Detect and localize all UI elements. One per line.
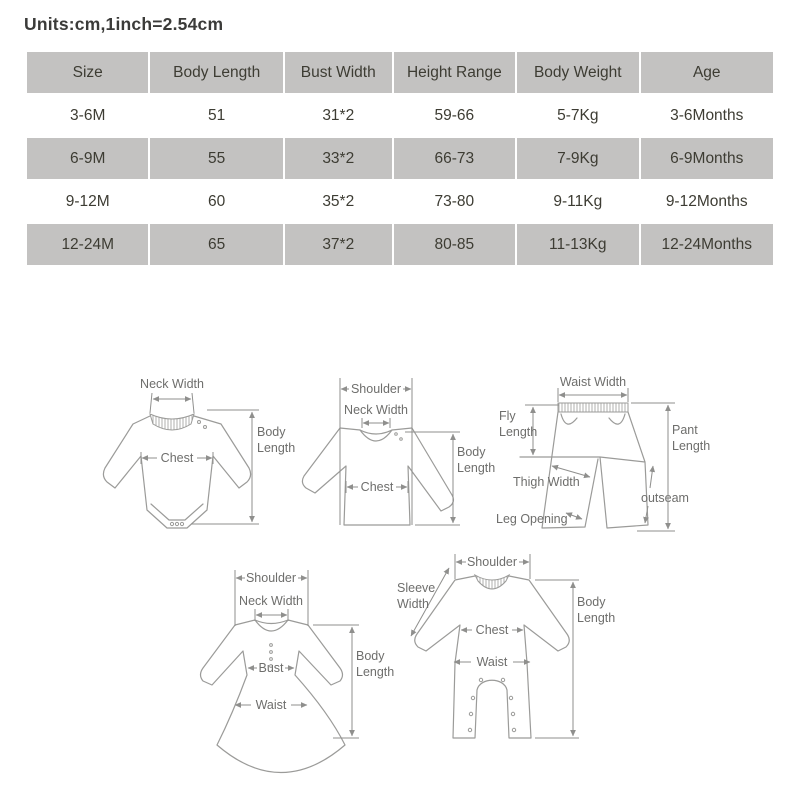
sweater-chest-label: Chest bbox=[360, 480, 394, 494]
romper-shoulder-label: Shoulder bbox=[466, 555, 518, 569]
table-cell: 7-9Kg bbox=[517, 138, 638, 179]
dress-neck-width-label: Neck Width bbox=[239, 594, 303, 608]
romper-diagram bbox=[395, 548, 620, 748]
table-cell: 73-80 bbox=[394, 181, 515, 222]
units-note: Units:cm,1inch=2.54cm bbox=[24, 14, 224, 34]
dress-placket-button bbox=[270, 651, 273, 654]
table-row bbox=[27, 224, 773, 265]
table-cell: 65 bbox=[150, 224, 282, 265]
pants-waist-width-label: Waist Width bbox=[559, 375, 627, 389]
romper-waist-label: Waist bbox=[476, 655, 508, 669]
table-cell: 12-24Months bbox=[641, 224, 774, 265]
bodysuit-crotch-band bbox=[151, 504, 203, 520]
table-header-cell: Body Weight bbox=[517, 52, 638, 93]
pants-fly-length-dimension bbox=[499, 405, 559, 455]
table-cell: 5-7Kg bbox=[517, 95, 638, 136]
pants-diagram bbox=[495, 372, 725, 540]
romper-snap bbox=[469, 712, 472, 715]
dress-diagram bbox=[185, 548, 400, 788]
table-cell: 12-24M bbox=[27, 224, 148, 265]
sweater-neckline bbox=[360, 430, 392, 441]
table-row bbox=[27, 95, 773, 136]
table-cell: 6-9M bbox=[27, 138, 148, 179]
table-row bbox=[27, 181, 773, 222]
romper-snap bbox=[479, 678, 482, 681]
sweater-shoulder-button bbox=[395, 433, 398, 436]
romper-collar bbox=[475, 575, 509, 589]
table-header-cell: Body Length bbox=[150, 52, 282, 93]
table-cell: 55 bbox=[150, 138, 282, 179]
bodysuit-chest-label: Chest bbox=[160, 451, 194, 465]
dress-body-length-label: Body Length bbox=[356, 649, 395, 679]
bodysuit-shoulder-button bbox=[204, 426, 207, 429]
table-cell: 66-73 bbox=[394, 138, 515, 179]
table-header-row bbox=[27, 52, 773, 93]
dress-placket-button bbox=[270, 644, 273, 647]
pants-pant-length-dimension bbox=[631, 403, 710, 531]
romper-snap bbox=[468, 728, 471, 731]
romper-snap bbox=[512, 728, 515, 731]
bodysuit-shoulder-button bbox=[198, 421, 201, 424]
pants-leg-opening-label: Leg Opening bbox=[496, 512, 568, 526]
romper-body-length-label: Body Length bbox=[577, 595, 616, 625]
table-cell: 31*2 bbox=[285, 95, 392, 136]
romper-sleeve-width-label: Sleeve Width bbox=[397, 581, 436, 611]
pants-waist-width-dimension bbox=[558, 375, 628, 402]
size-table bbox=[25, 50, 775, 267]
romper-waist-dimension bbox=[454, 655, 530, 669]
romper-snap bbox=[511, 712, 514, 715]
table-cell: 37*2 bbox=[285, 224, 392, 265]
romper-body-length-dimension bbox=[535, 580, 615, 738]
sweater-outline bbox=[302, 428, 453, 525]
dress-shoulder-label: Shoulder bbox=[245, 571, 297, 585]
pants-thigh-width-dimension bbox=[513, 466, 590, 489]
table-cell: 51 bbox=[150, 95, 282, 136]
dress-bust-label: Bust bbox=[258, 661, 284, 675]
bodysuit-collar bbox=[150, 414, 194, 430]
dress-neck-width-dimension bbox=[239, 594, 303, 621]
pants-outline bbox=[520, 412, 648, 528]
romper-shoulder-dimension bbox=[455, 554, 530, 579]
table-cell: 6-9Months bbox=[641, 138, 774, 179]
sweater-diagram bbox=[300, 368, 500, 538]
romper-snap bbox=[471, 696, 474, 699]
dress-waist-dimension bbox=[235, 698, 307, 712]
sweater-shoulder-dimension bbox=[340, 378, 412, 525]
bodysuit-snap bbox=[170, 522, 173, 525]
sweater-shoulder-button bbox=[400, 438, 403, 441]
pants-leg-opening-dimension bbox=[496, 512, 582, 526]
dress-neckline bbox=[255, 620, 288, 631]
romper-snap bbox=[509, 696, 512, 699]
table-cell: 33*2 bbox=[285, 138, 392, 179]
sweater-neck-width-dimension bbox=[344, 403, 408, 428]
bodysuit-outline bbox=[103, 416, 250, 528]
bodysuit-snap bbox=[175, 522, 178, 525]
pants-waistband bbox=[558, 403, 628, 412]
bodysuit-chest-dimension bbox=[141, 451, 213, 465]
table-header-cell: Height Range bbox=[394, 52, 515, 93]
pants-outseam-dimension bbox=[641, 466, 689, 523]
table-cell: 3-6M bbox=[27, 95, 148, 136]
pants-fly-length-label: Fly Length bbox=[499, 409, 538, 439]
table-cell: 59-66 bbox=[394, 95, 515, 136]
bodysuit-neck-width-label: Neck Width bbox=[140, 377, 204, 391]
pants-outseam-label: outseam bbox=[641, 491, 689, 505]
table-header-cell: Bust Width bbox=[285, 52, 392, 93]
romper-chest-dimension bbox=[461, 623, 523, 637]
dress-placket-button bbox=[270, 658, 273, 661]
pants-pockets bbox=[561, 414, 625, 424]
table-cell: 9-12Months bbox=[641, 181, 774, 222]
table-cell: 60 bbox=[150, 181, 282, 222]
table-header-cell: Age bbox=[641, 52, 774, 93]
pants-thigh-width-label: Thigh Width bbox=[513, 475, 580, 489]
pants-pant-length-label: Pant Length bbox=[672, 423, 711, 453]
table-cell: 80-85 bbox=[394, 224, 515, 265]
sweater-chest-dimension bbox=[346, 480, 408, 494]
dress-body-length-dimension bbox=[313, 625, 394, 738]
dress-bust-dimension bbox=[248, 661, 294, 675]
sweater-body-length-label: Body Length bbox=[457, 445, 496, 475]
table-header-cell: Size bbox=[27, 52, 148, 93]
bodysuit-snap bbox=[180, 522, 183, 525]
romper-snap bbox=[501, 678, 504, 681]
dress-waist-label: Waist bbox=[255, 698, 287, 712]
table-cell: 3-6Months bbox=[641, 95, 774, 136]
table-cell: 9-11Kg bbox=[517, 181, 638, 222]
table-cell: 11-13Kg bbox=[517, 224, 638, 265]
romper-chest-label: Chest bbox=[475, 623, 509, 637]
table-row bbox=[27, 138, 773, 179]
dress-outline bbox=[201, 620, 346, 773]
bodysuit-neck-width-dimension bbox=[140, 377, 204, 413]
table-cell: 35*2 bbox=[285, 181, 392, 222]
bodysuit-body-length-label: Body Length bbox=[257, 425, 296, 455]
sweater-shoulder-label: Shoulder bbox=[350, 382, 402, 396]
bodysuit-diagram bbox=[95, 368, 300, 540]
table-cell: 9-12M bbox=[27, 181, 148, 222]
sweater-neck-width-label: Neck Width bbox=[344, 403, 408, 417]
sweater-body-length-dimension bbox=[405, 432, 495, 525]
